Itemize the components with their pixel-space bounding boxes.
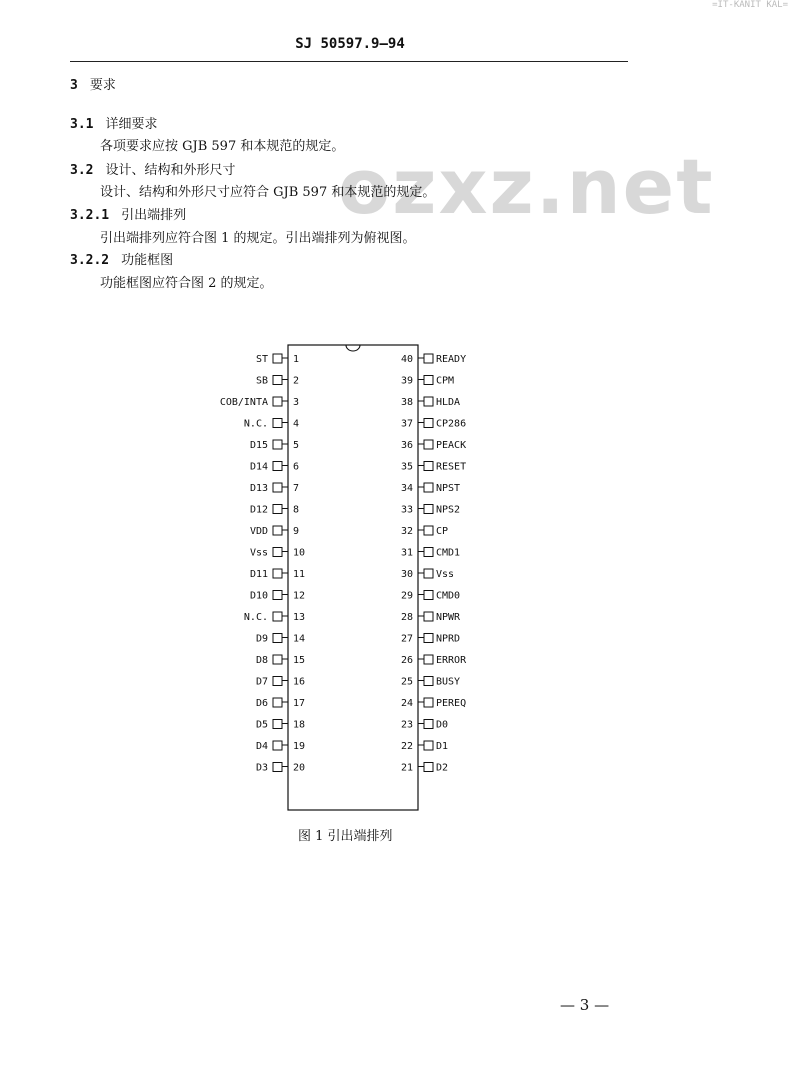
pin-right-21 [401,763,448,774]
pin-label: READY [436,354,467,365]
pin-pad [424,376,433,385]
pin-right-35 [401,462,466,473]
pin-right-31 [401,548,460,559]
pin-label: NPST [436,483,461,494]
pin-number: 33 [400,504,413,516]
pin-pad [424,591,433,600]
pin-label: PEREQ [436,698,467,709]
pin-number: 18 [293,719,306,731]
pin-left-6 [250,462,299,473]
pin-left-8 [250,505,299,516]
pin-pad [424,677,433,686]
pin-label: D2 [436,762,449,774]
section-number: 3.2 [70,163,94,178]
pin-number: 39 [400,375,413,387]
pin-right-30 [401,569,454,580]
pin-left-11 [250,569,305,580]
pin-number: 9 [293,526,300,537]
pin-pad [424,397,433,406]
pin-left-3 [220,397,299,408]
corner-mark: =IT-KANIT KAL= [712,0,788,10]
pin-right-39 [401,376,454,387]
pin-label: D10 [249,590,268,602]
pin-number: 7 [293,483,300,494]
chip-outline [288,345,418,810]
pin-label: D1 [436,741,449,752]
pin-number: 32 [400,526,413,537]
pin-pad [273,698,282,707]
section-title: 设计、结构和外形尺寸 [105,163,236,178]
pin-label: D7 [255,676,268,688]
pin-label: D6 [255,698,268,709]
pin-right-22 [401,741,448,752]
pin-label: HLDA [436,397,461,408]
pin-left-13 [244,612,305,623]
pin-right-36 [401,440,466,451]
pin-label: CP [436,526,449,537]
pin1-notch [346,345,360,351]
paragraph: 设计、结构和外形尺寸应符合 GJB 597 和本规范的规定。 [100,185,436,200]
pin-label: COB/INTA [219,397,268,408]
pin-left-18 [256,720,305,731]
pin-left-12 [250,591,305,602]
pin-label: D0 [436,719,449,731]
section-title: 详细要求 [105,117,158,132]
pin-number: 2 [293,375,300,387]
pin-pad [273,397,282,406]
pin-number: 11 [293,569,306,580]
pin-left-15 [256,655,305,666]
pin-label: VDD [249,526,268,537]
pin-right-40 [401,354,466,365]
paragraph: 各项要求应按 GJB 597 和本规范的规定。 [100,139,345,154]
pin-left-5 [250,440,299,451]
pin-left-17 [256,698,305,709]
pin-number: 23 [400,719,413,731]
pin-pad [424,655,433,664]
pin-label: D11 [249,569,268,580]
pin-pad [273,634,282,643]
paragraph: 功能框图应符合图 2 的规定。 [100,276,273,291]
pin-left-20 [256,763,305,774]
pin-pad [424,526,433,535]
pin-number: 10 [293,547,306,559]
pin-pad [273,526,282,535]
pin-number: 34 [400,483,413,494]
pin-number: 40 [400,354,413,365]
pin-right-33 [401,505,460,516]
pin-pad [424,698,433,707]
pin-number: 14 [293,633,306,645]
pin-label: D12 [249,504,268,516]
section-number: 3.2.2 [70,253,110,268]
pin-pad [424,741,433,750]
pin-label: D4 [255,741,268,752]
pin-right-37 [401,419,466,430]
pin-pad [273,677,282,686]
pin-label: PEACK [436,440,467,451]
pin-pad [273,419,282,428]
page-number: — 3 — [560,996,610,1014]
pin-label: D15 [249,440,268,451]
pin-pad [273,655,282,664]
pin-pad [424,505,433,514]
pin-label: SB [255,375,268,387]
pin-label: D8 [255,655,268,666]
pin-right-27 [401,634,460,645]
pin-right-23 [401,720,448,731]
pin-label: NPRD [436,633,461,645]
pin-number: 35 [400,461,413,473]
pin-label: NPWR [436,612,461,623]
pin-pad [273,440,282,449]
pin-number: 19 [293,741,306,752]
pin-left-4 [244,419,299,430]
pin-pad [273,591,282,600]
pin-pad [424,634,433,643]
pin-number: 25 [400,676,413,688]
pin-label: BUSY [436,676,461,688]
pin-label: D9 [255,633,268,645]
pin-label: CMD1 [436,547,461,559]
pin-left-10 [250,548,305,559]
pin-pad [273,612,282,621]
pin-right-25 [401,677,460,688]
pin-number: 5 [293,440,300,451]
pin-pad [273,763,282,772]
pin-pad [273,720,282,729]
pin-number: 24 [400,698,413,709]
pin-number: 26 [400,655,413,666]
pin-label: ERROR [436,655,467,666]
section-number: 3.2.1 [70,208,110,223]
pin-number: 1 [293,354,300,365]
pin-right-26 [401,655,467,666]
paragraph: 引出端排列应符合图 1 的规定。引出端排列为俯视图。 [100,231,416,246]
pin-pad [273,569,282,578]
pin-pad [424,763,433,772]
pin-pad [424,569,433,578]
document-code: SJ 50597.9—94 [295,36,405,52]
pin-label: NPS2 [436,504,461,516]
pin-number: 27 [400,633,413,645]
pin-label: CMD0 [436,590,461,602]
pin-number: 17 [293,698,306,709]
pin-pad [273,483,282,492]
pin-right-29 [401,591,460,602]
pin-number: 30 [400,569,413,580]
pin-right-28 [401,612,461,623]
watermark: ozxz.net [338,142,715,231]
pin-number: 28 [400,612,413,623]
pin-number: 36 [400,440,413,451]
pin-number: 21 [400,762,413,774]
pin-label: CPM [436,375,455,387]
section-title: 功能框图 [121,253,174,268]
pin-number: 31 [400,547,413,559]
pin-number: 3 [293,397,300,408]
pin-number: 38 [400,397,413,408]
pin-left-7 [250,483,299,494]
section-number: 3.1 [70,117,94,132]
pin-label: RESET [436,461,467,473]
pin-left-16 [256,677,305,688]
pin-number: 22 [400,741,413,752]
pin-label: Vss [249,547,268,559]
pin-left-1 [256,354,299,365]
pin-label: D3 [255,762,268,774]
pin-right-24 [401,698,466,709]
pin-right-38 [401,397,460,408]
pin-number: 20 [293,762,306,774]
pin-left-2 [256,376,299,387]
right-pins [401,354,467,774]
pin-pad [424,483,433,492]
chip-body [288,345,418,810]
pin-right-34 [401,483,460,494]
pin-number: 16 [293,676,306,688]
pin-pad [273,354,282,363]
pin-right-32 [401,526,448,537]
pin-left-14 [256,634,305,645]
pin-label: ST [255,354,268,365]
pin-label: N.C. [243,418,268,430]
pin-pad [424,548,433,557]
pin-left-19 [256,741,305,752]
section-title: 要求 [89,78,116,93]
pin-number: 15 [293,655,306,666]
pin-number: 6 [293,461,300,473]
pin-pad [424,440,433,449]
pin-label: Vss [436,569,455,580]
section-title: 引出端排列 [121,208,187,223]
pin-pad [273,741,282,750]
pin-pad [273,548,282,557]
left-pins [220,354,305,774]
pin-label: CP286 [436,418,467,430]
pin-number: 4 [293,418,300,430]
pin-number: 13 [293,612,306,623]
pin-pad [424,612,433,621]
pin-number: 12 [293,590,306,602]
pin-pad [273,376,282,385]
pin-pad [273,505,282,514]
pin-pad [424,419,433,428]
pin-left-9 [250,526,299,537]
pin-pad [424,354,433,363]
pin-label: D5 [255,719,268,731]
pin-pad [273,462,282,471]
pin-number: 29 [400,590,413,602]
pin-pad [424,462,433,471]
pin-number: 8 [293,504,300,516]
section-number: 3 [70,78,78,93]
pin-label: D14 [249,461,268,473]
pin-label: D13 [249,483,268,494]
pin-number: 37 [400,418,413,430]
pin-pad [424,720,433,729]
figure-caption: 图 1 引出端排列 [298,829,393,844]
pin-label: N.C. [243,612,268,623]
